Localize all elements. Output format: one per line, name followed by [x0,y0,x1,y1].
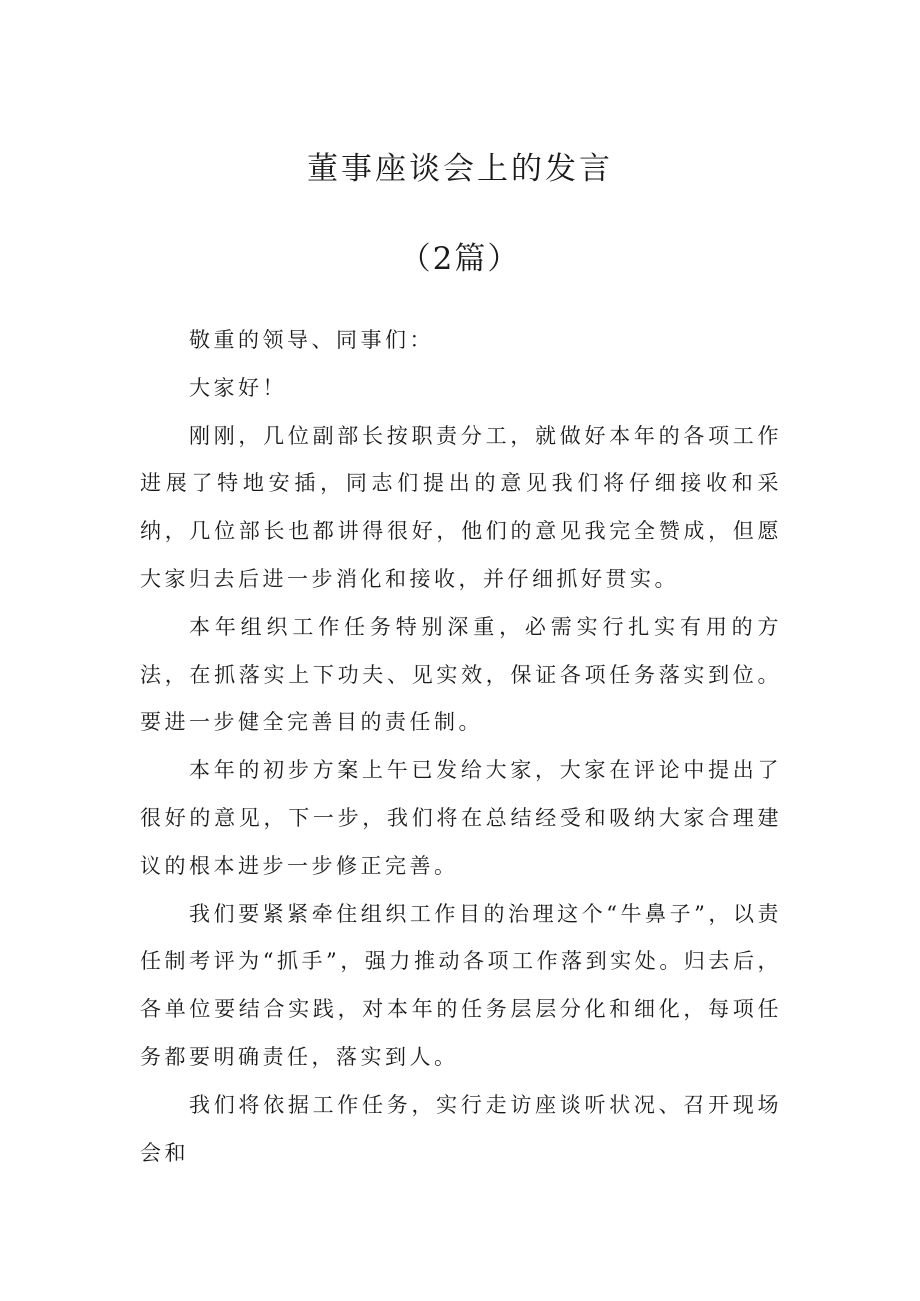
body-paragraph: 刚刚，几位副部长按职责分工，就做好本年的各项工作进展了特地安插，同志们提出的意见我们将仔细接收和采纳，几位部长也都讲得很好，他们的意见我完全赞成，但愿大家归去后进一步消化和接收，并仔细抓好贯实。 [140,423,782,591]
document-body [140,317,782,1177]
salutation: 敬重的领导、同事们： [189,328,434,352]
document-subtitle: （2篇） [399,241,521,277]
body-paragraph: 本年组织工作任务特别深重，必需实行扎实有用的方法，在抓落实上下功夫、见实效，保证各项任务落实到位。要进一步健全完善目的责任制。 [140,614,782,735]
body-paragraph: 我们将依据工作任务，实行走访座谈听状况、召开现场会和 [140,1092,782,1165]
greeting: 大家好！ [189,375,287,400]
body-paragraph: 本年的初步方案上午已发给大家，大家在评论中提出了很好的意见，下一步，我们将在总结经受和吸纳大家合理建议的根本进步一步修正完善。 [140,758,782,878]
document-title: 董事座谈会上的发言 [307,151,613,187]
body-paragraph: 我们要紧紧牵住组织工作目的治理这个“牛鼻子”，以责任制考评为“抓手”，强力推动各项工作落到实处。归去后，各单位要结合实践，对本年的任务层层分化和细化，每项任务都要明确责任，落实到人。 [140,901,782,1069]
